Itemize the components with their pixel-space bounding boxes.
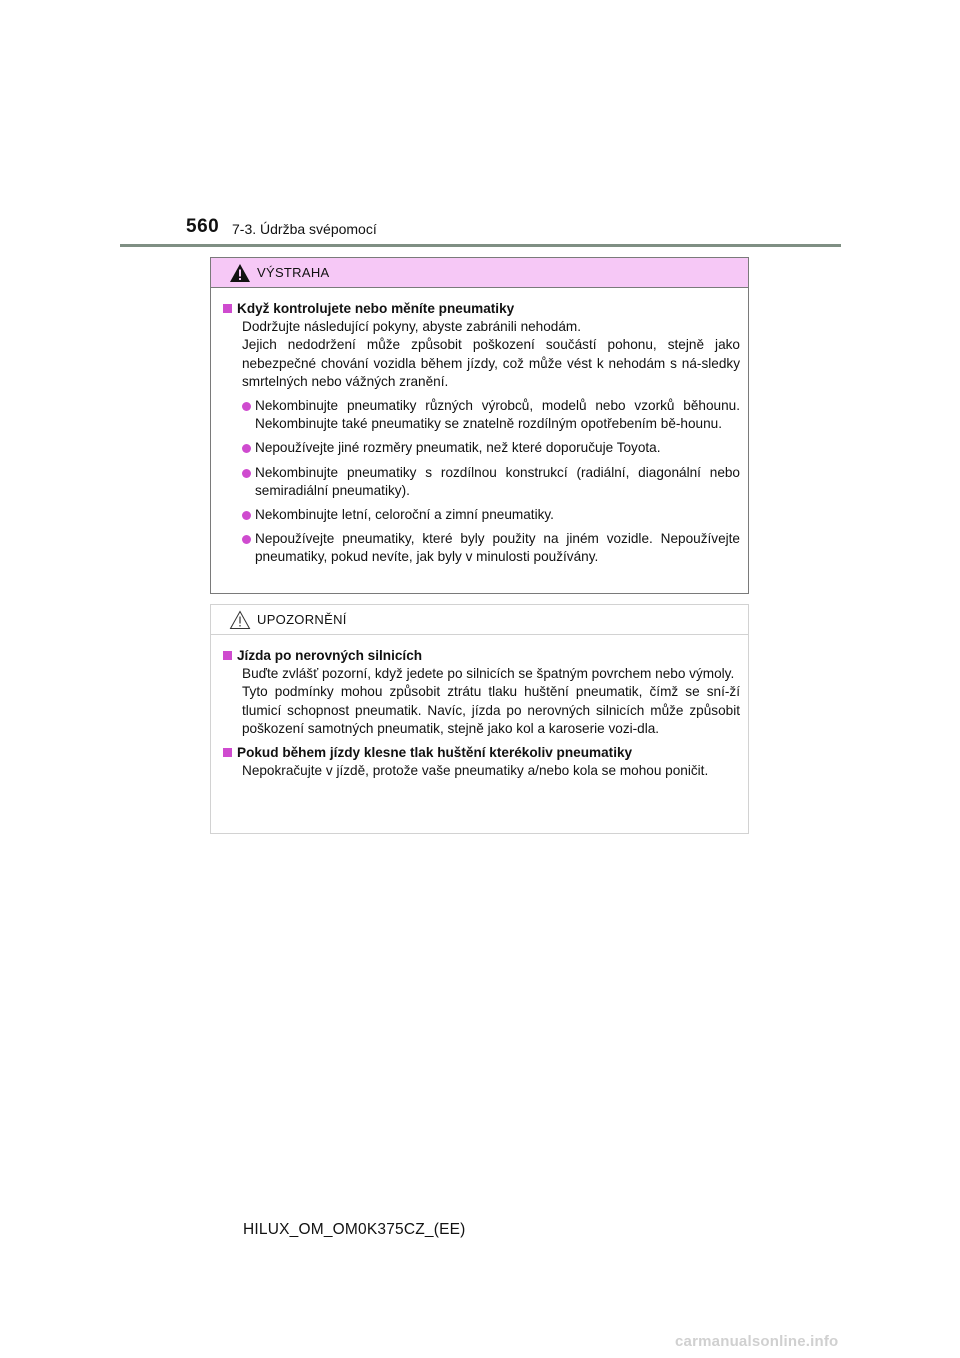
document-code: HILUX_OM_OM0K375CZ_(EE) xyxy=(243,1221,466,1238)
caution-paragraph: Tyto podmínky mohou způsobit ztrátu tlaku huštění pneumatik, čímž se sní-ží tlumicí schopnost pneumatik. Navíc, jízda po nerovných silnicích může způsobit poškození samotných pneumatik, stejně jako kol a karoserie vozi-dla. xyxy=(242,684,740,736)
warning-header xyxy=(211,258,748,288)
round-bullet-icon xyxy=(242,469,251,478)
warning-section-title-text: Když kontrolujete nebo měníte pneumatiky xyxy=(237,301,515,316)
warning-intro-1: Dodržujte následující pokyny, abyste zabránili nehodám. xyxy=(242,319,582,335)
caution-section-title xyxy=(221,744,740,762)
header-divider xyxy=(120,244,841,247)
caution-header xyxy=(211,605,748,635)
caution-triangle-icon xyxy=(229,610,251,630)
warning-intro-2: Jejich nedodržení může způsobit poškození součástí pohonu, stejně jako nebezpečné chování vozidla během jízdy, což může vést k nehodám s ná-sledky smrtelných nebo vážných zranění. xyxy=(242,337,740,389)
list-item xyxy=(221,397,740,433)
page-number: 560 xyxy=(186,216,220,237)
caution-box xyxy=(210,604,749,834)
caution-section-title xyxy=(221,647,740,665)
warning-body xyxy=(211,288,748,567)
round-bullet-icon xyxy=(242,535,251,544)
warning-label: VÝSTRAHA xyxy=(257,265,330,280)
warning-section-title xyxy=(221,300,740,318)
watermark: carmanualsonline.info xyxy=(675,1333,839,1350)
list-item xyxy=(221,464,740,500)
list-item-text: Nekombinujte pneumatiky s rozdílnou konstrukcí (radiální, diagonální nebo semiradiální pneumatiky). xyxy=(255,464,740,498)
caution-paragraph: Buďte zvlášť pozorní, když jedete po silnicích se špatným povrchem nebo výmoly. xyxy=(242,666,735,682)
caution-label: UPOZORNĚNÍ xyxy=(257,612,347,627)
warning-box xyxy=(210,257,749,594)
list-item xyxy=(221,506,740,524)
square-bullet-icon xyxy=(223,748,232,757)
caution-section-title-text: Pokud během jízdy klesne tlak huštění kterékoliv pneumatiky xyxy=(237,745,633,761)
square-bullet-icon xyxy=(223,651,232,660)
round-bullet-icon xyxy=(242,444,251,453)
round-bullet-icon xyxy=(242,402,251,411)
list-item-text: Nepoužívejte jiné rozměry pneumatik, než které doporučuje Toyota. xyxy=(255,440,661,456)
square-bullet-icon xyxy=(223,304,232,313)
list-item-text: Nekombinujte letní, celoroční a zimní pneumatiky. xyxy=(255,507,554,523)
caution-body xyxy=(211,635,748,780)
round-bullet-icon xyxy=(242,511,251,520)
list-item xyxy=(221,439,740,457)
list-item-text: Nepoužívejte pneumatiky, které byly použity na jiném vozidle. Nepoužívejte pneumatiky, pokud nevíte, jak byly v minulosti používány. xyxy=(255,531,740,565)
list-item xyxy=(221,530,740,566)
caution-section-title-text: Jízda po nerovných silnicích xyxy=(237,648,423,663)
list-item-text: Nekombinujte pneumatiky různých výrobců, modelů nebo vzorků běhounu. Nekombinujte také pneumatiky se znatelně rozdílným opotřebením bě-hounu. xyxy=(255,398,740,432)
caution-paragraph: Nepokračujte v jízdě, protože vaše pneumatiky a/nebo kola se mohou poničit. xyxy=(242,763,709,779)
page-header xyxy=(0,0,960,250)
warning-triangle-icon xyxy=(229,263,251,283)
section-title: 7-3. Údržba svépomocí xyxy=(232,221,377,237)
